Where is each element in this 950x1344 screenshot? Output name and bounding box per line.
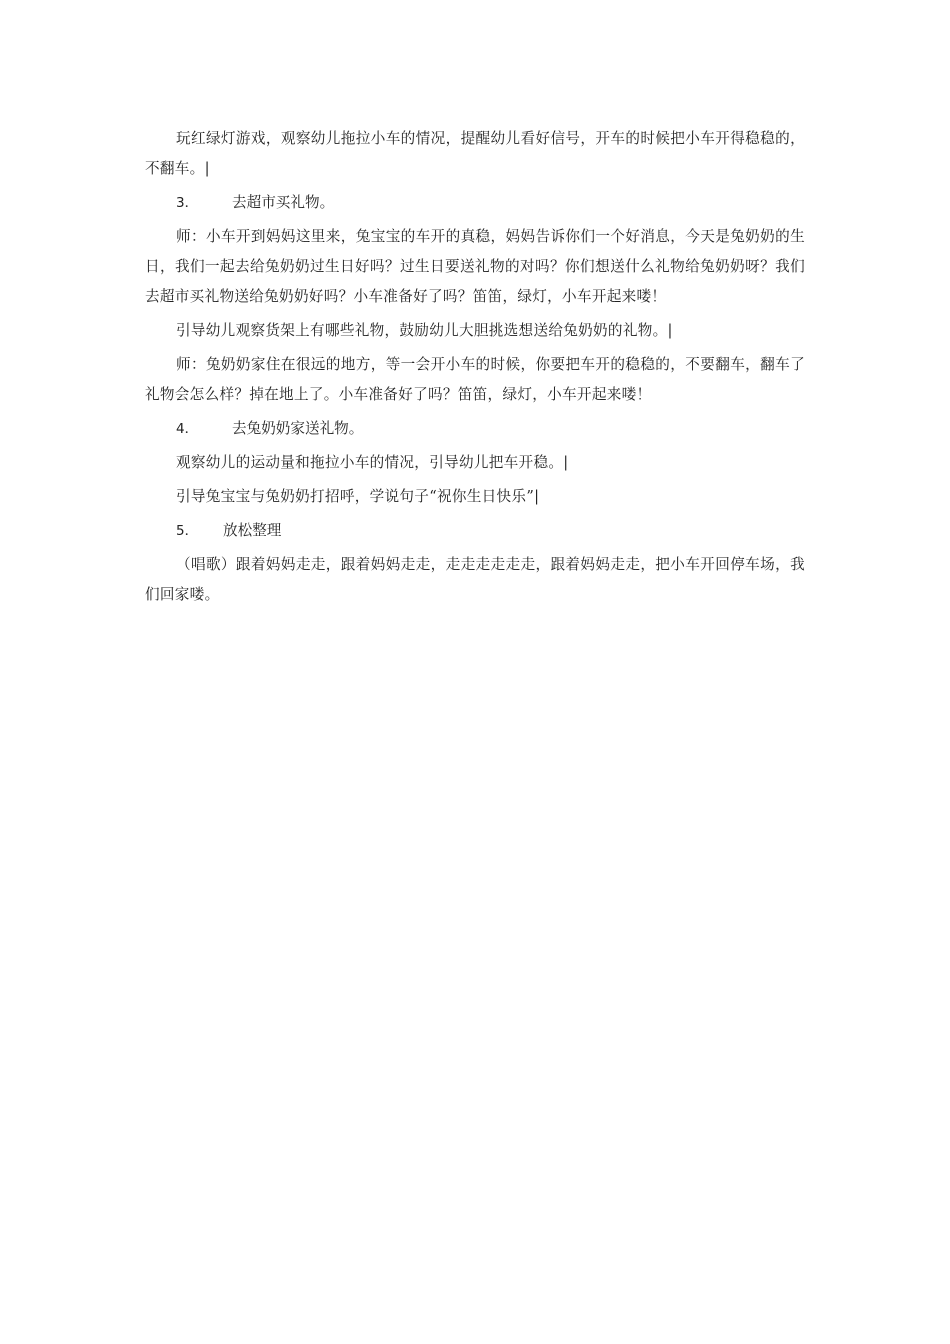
paragraph-greet-grandma: 引导兔宝宝与兔奶奶打招呼，学说句子“祝你生日快乐”| xyxy=(176,488,540,505)
section-title: 放松整理 xyxy=(223,522,282,539)
paragraph-teacher-supermarket: 师：小车开到妈妈这里来，兔宝宝的车开的真稳，妈妈告诉你们一个好消息，今天是兔奶奶的生日，我们一起去给兔奶奶过生日好吗？过生日要送礼物的对吗？你们想送什么礼物给兔奶奶呀？我们去超市买礼物送给兔奶奶好吗？小车准备好了吗？笛笛，绿灯，小车开起来喽！ xyxy=(145,228,805,305)
section-heading-5 xyxy=(145,516,805,546)
paragraph-traffic-light-game: 玩红绿灯游戏，观察幼儿拖拉小车的情况，提醒幼儿看好信号，开车的时候把小车开得稳稳的，不翻车。| xyxy=(145,130,805,177)
section-title: 去超市买礼物。 xyxy=(232,194,335,211)
paragraph-song-ending: （唱歌）跟着妈妈走走，跟着妈妈走走，走走走走走走，跟着妈妈走走，把小车开回停车场，我们回家喽。 xyxy=(145,556,805,603)
section-title: 去兔奶奶家送礼物。 xyxy=(232,420,364,437)
section-heading-4 xyxy=(145,414,805,444)
section-number: 3． xyxy=(176,195,199,211)
section-number: 5． xyxy=(176,523,199,539)
paragraph-teacher-grandma-house: 师：兔奶奶家住在很远的地方，等一会开小车的时候，你要把车开的稳稳的，不要翻车，翻车了礼物会怎么样？掉在地上了。小车准备好了吗？笛笛，绿灯，小车开起来喽！ xyxy=(145,356,805,403)
section-number: 4． xyxy=(176,421,199,437)
document-body xyxy=(145,124,805,614)
paragraph-observe-movement: 观察幼儿的运动量和拖拉小车的情况，引导幼儿把车开稳。| xyxy=(176,454,569,471)
section-heading-3 xyxy=(145,188,805,218)
paragraph-choose-gifts: 引导幼儿观察货架上有哪些礼物，鼓励幼儿大胆挑选想送给兔奶奶的礼物。| xyxy=(176,322,673,339)
